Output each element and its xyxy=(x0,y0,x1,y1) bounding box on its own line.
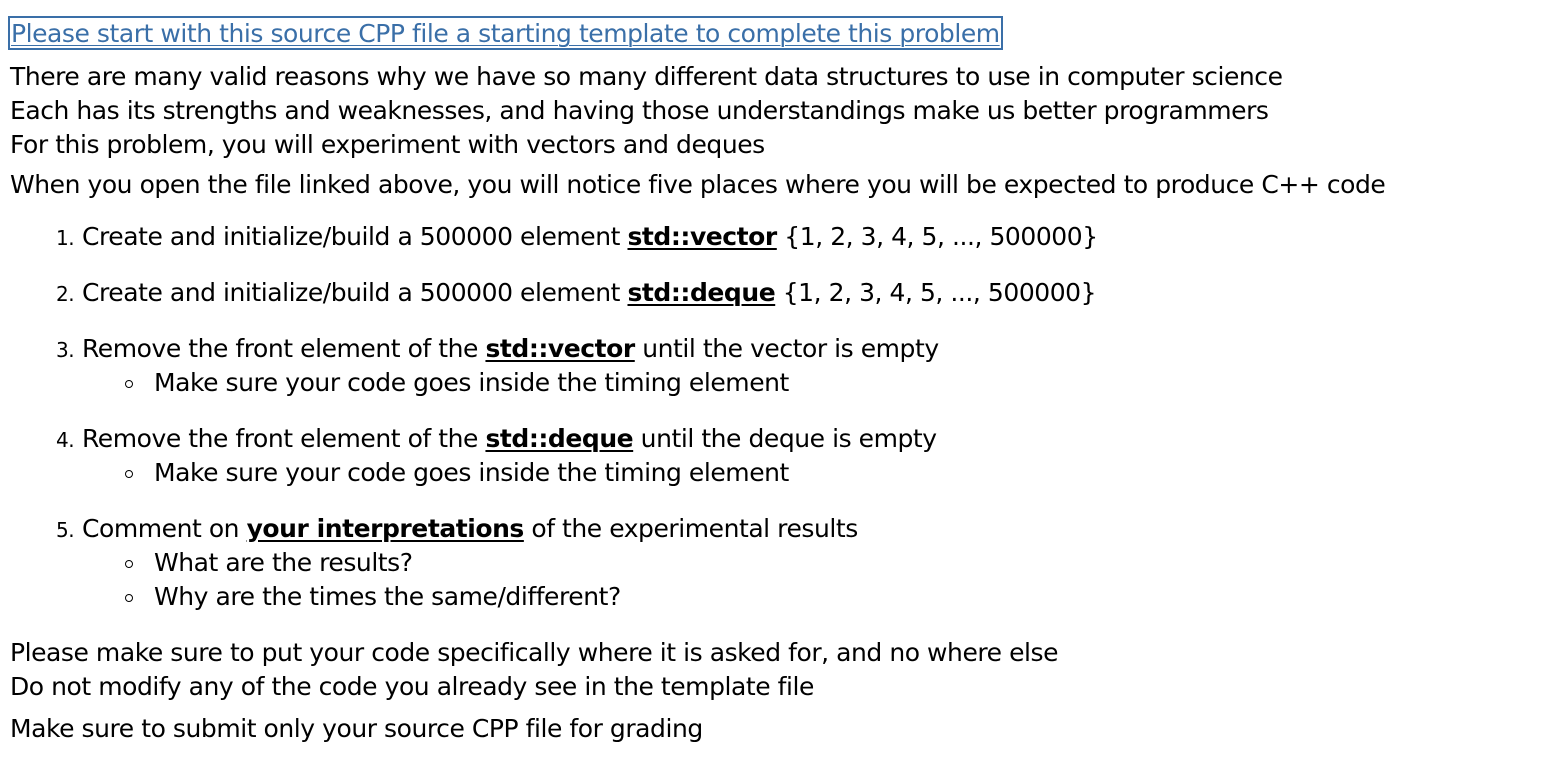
hollow-bullet-icon xyxy=(125,594,133,602)
task-text: until the deque is empty xyxy=(633,424,937,453)
hollow-bullet-icon xyxy=(125,470,133,478)
when-paragraph: When you open the file linked above, you will notice five places where you will be expected to produce C++ code xyxy=(10,170,1386,199)
intro-paragraph xyxy=(10,60,1564,162)
template-file-link[interactable]: Please start with this source CPP file a starting template to complete this problem xyxy=(11,19,1000,48)
task-text: Comment on xyxy=(82,514,247,543)
hollow-bullet-icon xyxy=(125,380,133,388)
rules-paragraph xyxy=(10,636,1564,704)
task-emphasis: std::deque xyxy=(627,278,776,307)
sub-item xyxy=(82,366,1564,400)
submit-paragraph: Make sure to submit only your source CPP file for grading xyxy=(10,714,703,743)
sub-list xyxy=(82,366,1564,400)
sub-list xyxy=(82,546,1564,614)
sub-item-text: Why are the times the same/different? xyxy=(154,582,621,611)
rule-line: Do not modify any of the code you already see in the template file xyxy=(10,672,814,701)
task-item-3 xyxy=(10,332,1564,400)
task-item-2 xyxy=(10,276,1564,310)
sub-item xyxy=(82,580,1564,614)
hollow-bullet-icon xyxy=(125,560,133,568)
task-emphasis: std::vector xyxy=(627,222,777,251)
task-number: 2. xyxy=(56,282,75,306)
task-item-1 xyxy=(10,220,1564,254)
task-text: Create and initialize/build a 500000 element xyxy=(82,222,628,251)
task-number: 5. xyxy=(56,518,75,542)
intro-line: There are many valid reasons why we have so many different data structures to use in computer science xyxy=(10,62,1283,91)
task-text: Remove the front element of the xyxy=(82,334,486,363)
task-text: of the experimental results xyxy=(523,514,858,543)
task-text: Remove the front element of the xyxy=(82,424,486,453)
task-number: 3. xyxy=(56,338,75,362)
task-item-4 xyxy=(10,422,1564,490)
task-emphasis: your interpretations xyxy=(246,514,524,543)
intro-line: For this problem, you will experiment with vectors and deques xyxy=(10,130,765,159)
task-number: 1. xyxy=(56,226,75,250)
task-emphasis: std::vector xyxy=(485,334,635,363)
intro-line: Each has its strengths and weaknesses, and having those understandings make us better programmers xyxy=(10,96,1269,125)
task-text: {1, 2, 3, 4, 5, ..., 500000} xyxy=(775,278,1097,307)
task-text: Create and initialize/build a 500000 element xyxy=(82,278,628,307)
task-text: until the vector is empty xyxy=(634,334,939,363)
task-number: 4. xyxy=(56,428,75,452)
instructions-document xyxy=(10,16,1564,746)
task-item-5 xyxy=(10,512,1564,614)
task-text: {1, 2, 3, 4, 5, ..., 500000} xyxy=(776,222,1098,251)
sub-item-text: Make sure your code goes inside the timing element xyxy=(154,368,789,397)
sub-list xyxy=(82,456,1564,490)
sub-item xyxy=(82,456,1564,490)
sub-item-text: What are the results? xyxy=(154,548,413,577)
rule-line: Please make sure to put your code specifically where it is asked for, and no where else xyxy=(10,638,1059,667)
sub-item xyxy=(82,546,1564,580)
sub-item-text: Make sure your code goes inside the timing element xyxy=(154,458,789,487)
task-emphasis: std::deque xyxy=(485,424,634,453)
task-list xyxy=(10,220,1564,614)
template-link-box[interactable] xyxy=(8,16,1003,50)
